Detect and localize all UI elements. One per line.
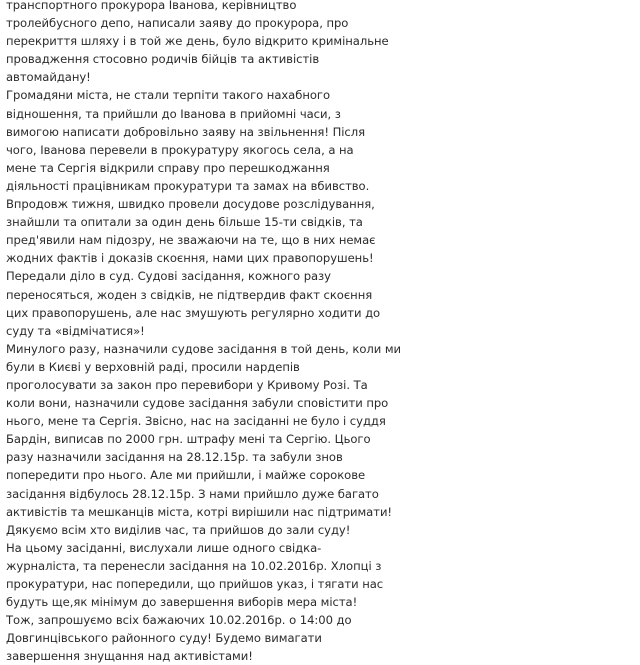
article-line: суду та «відмічатися»! <box>6 323 145 338</box>
article-text <box>6 0 402 665</box>
article-line: транспортного прокурора Іванова, керівництво <box>6 0 297 12</box>
article-line: були в Києві у верховній раді, просили нардепів <box>6 359 300 374</box>
article-line: Бардін, виписав по 2000 грн. штрафу мені та Сергію. Цього <box>6 432 371 447</box>
article-line: разу назначили засідання на 28.12.15р. та забули знов <box>6 450 343 465</box>
article-line: нього, мене та Сергія. Звісно, нас на засіданні не було і суддя <box>6 414 386 429</box>
article-line: чого, Іванова перевели в прокуратуру якогось села, а на <box>6 142 354 157</box>
article-line: цих правопорушень, але нас змушують регулярно ходити до <box>6 305 381 320</box>
article-line: провадження стосовно родичів бійців та активістів <box>6 52 320 67</box>
article-line: жодних фактів і доказів скоєння, нами цих правопорушень! <box>6 251 374 266</box>
article-line: Минулого разу, назначили судове засідання в той день, коли ми <box>6 341 402 356</box>
article-line: автомайдану! <box>6 70 91 85</box>
article-line: пред'явили нам підозру, не зважаючи на те, що в них немає <box>6 233 376 248</box>
article-line: переносяться, жоден з свідків, не підтвердив факт скоєння <box>6 287 373 302</box>
article-line: Дякуємо всім хто виділив час, та прийшов до зали суду! <box>6 522 351 537</box>
article-line: Передали діло в суд. Судові засідання, кожного разу <box>6 269 331 284</box>
article-line: активістів та мешканців міста, котрі вирішили нас підтримати! <box>6 504 393 519</box>
article-line: Громадяни міста, не стали терпіти такого нахабного <box>6 88 330 103</box>
article-line: мене та Сергія відкрили справу про перешкоджання <box>6 160 330 175</box>
article-line: знайшли та опитали за один день більше 15-ти свідків, та <box>6 215 363 230</box>
article-line: тролейбусного депо, написали заяву до прокурора, про <box>6 16 349 31</box>
article-line: вимогою написати добровільно заяву на звільнення! Після <box>6 124 366 139</box>
article-line: Довгинцівського районного суду! Будемо вимагати <box>6 631 322 646</box>
article-line: перекриття шляху і в той же день, було відкрито кримінальне <box>6 34 389 49</box>
article-line: Впродовж тижня, швидко провели досудове розслідування, <box>6 197 375 212</box>
article-line: діяльності працівникам прокуратури та замах на вбивство. <box>6 178 370 193</box>
article-line: завершення знущання над активістами! <box>6 649 253 664</box>
article-line: коли вони, назначили судове засідання забули сповістити про <box>6 396 389 411</box>
article-line: проголосувати за закон про перевибори у Кривому Розі. Та <box>6 377 368 392</box>
article-line: На цьому засіданні, вислухали лише одного свідка- <box>6 540 322 555</box>
article-line: Тож, запрошуємо всіх бажаючих 10.02.2016р. о 14:00 до <box>6 613 352 628</box>
article-line: засідання відбулось 28.12.15р. З нами прийшло дуже багато <box>6 486 379 501</box>
article-line: будуть ще,як мінімум до завершення виборів мера міста! <box>6 595 358 610</box>
article-line: журналіста, та перенесли засідання на 10.02.2016р. Хлопці з <box>6 558 382 573</box>
article-line: прокуратури, нас попередили, що прийшов указ, і тягати нас <box>6 577 384 591</box>
article-line: попередити про нього. Але ми прийшли, і майже сорокове <box>6 468 366 483</box>
article-line: відношення, та прийшли до Іванова в прийомні часи, з <box>6 106 341 121</box>
